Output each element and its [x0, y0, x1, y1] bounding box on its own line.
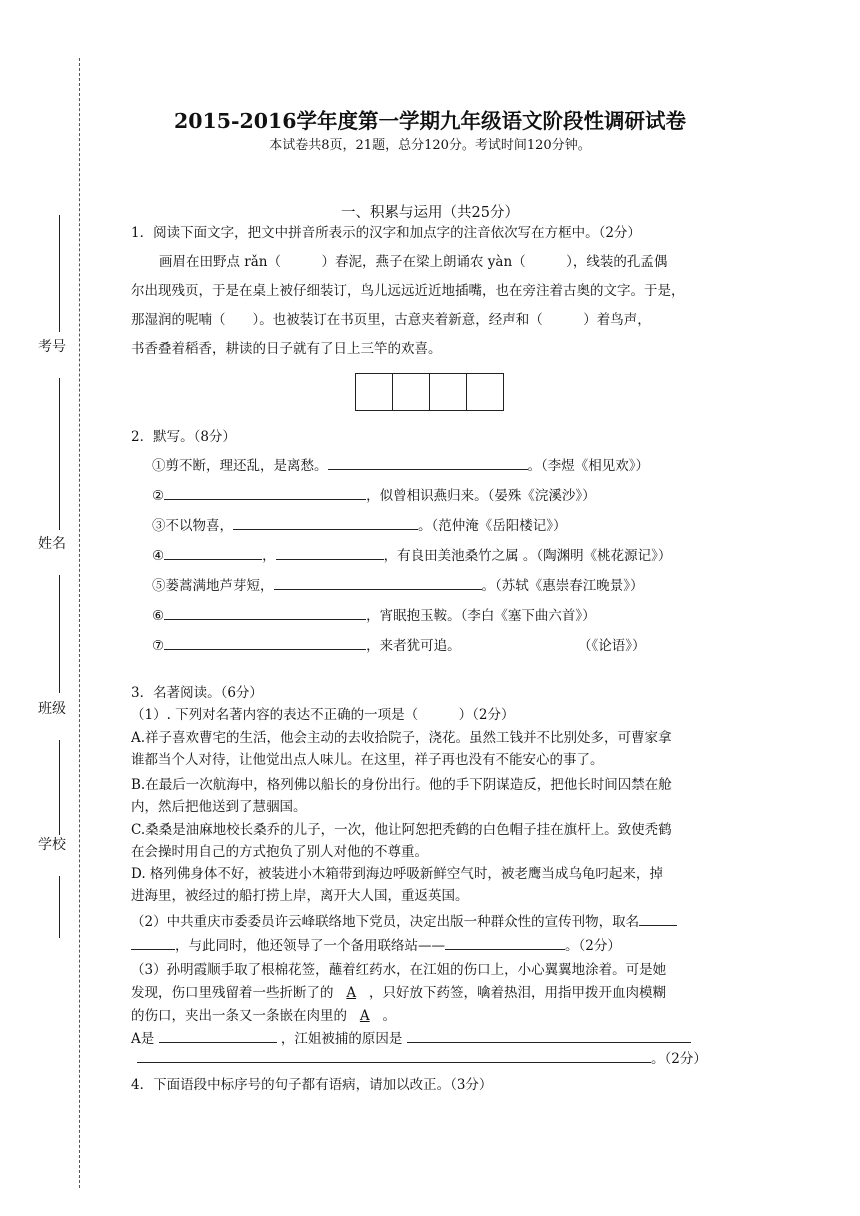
- margin-label-name: 姓名: [38, 536, 66, 552]
- q2-item-7-source: （《论语》）: [578, 638, 646, 654]
- q1-text-line: 书香叠着稻香，耕读的日子就有了日上三竿的欢喜。: [131, 341, 442, 357]
- q3-option-line: 谁都当个人对待，让他觉出点人味儿。在这里，祥子再也没有不能安心的事了。: [131, 752, 604, 768]
- answer-box[interactable]: [429, 373, 467, 411]
- margin-line-school-bottom: [59, 876, 60, 938]
- q3-stem: 3．名著阅读。（6分）: [131, 685, 263, 701]
- inline-blank-a: A: [346, 985, 357, 1001]
- section-heading: 一、积累与运用（共25分）: [341, 205, 519, 221]
- margin-line-school-top: [59, 740, 60, 835]
- answer-blank[interactable]: [233, 517, 418, 530]
- q3-option-line: D. 格列佛身体不好，被装进小木箱带到海边呼吸新鲜空气时，被老鹰当成乌龟叼起来，掉: [131, 866, 663, 882]
- q2-item-2: ② ，似曾相识燕归来。（晏殊《浣溪沙》）: [152, 488, 596, 504]
- margin-line-name-top: [59, 378, 60, 530]
- answer-blank[interactable]: [159, 1030, 277, 1043]
- q3-sub3-line1: （3）孙明霞顺手取了根棉花签，蘸着红药水，在江姐的伤口上，小心翼翼地涂着。可是她: [131, 962, 667, 978]
- answer-blank[interactable]: [407, 1030, 691, 1043]
- q2-item-7: ⑦ ，来者犹可追。: [152, 638, 461, 654]
- q3-option-line: C.桑桑是油麻地校长桑乔的儿子，一次，他让阿恕把秃鹤的白色帽子挂在旗杆上。致使秃鹤: [131, 822, 672, 838]
- q2-item-5: ⑤蒌蒿满地芦芽短， 。（苏轼《惠崇春江晚景》）: [152, 578, 644, 594]
- q2-item-3: ③不以物喜， 。（范仲淹《岳阳楼记》）: [152, 518, 567, 534]
- q3-option-line: A.祥子喜欢曹宅的生活，他会主动的去收拾院子，浇花。虽然工钱并不比别处多，可曹家拿: [131, 730, 672, 746]
- margin-label-class: 班级: [38, 701, 66, 717]
- q2-stem: 2．默写。（8分）: [131, 429, 236, 445]
- inline-blank-a: A: [359, 1008, 370, 1024]
- q3-sub2-line2: ，与此同时，他还领导了一个备用联络站—— 。（2分）: [131, 934, 621, 954]
- answer-blank[interactable]: [164, 487, 366, 500]
- q1-text-line: 尔出现残页，于是在桌上被仔细装订，鸟儿远远近近地插嘴，也在旁注着古奥的文字。于是，: [131, 283, 685, 299]
- answer-blank[interactable]: [164, 637, 366, 650]
- q3-sub3-line2: 发现，伤口里残留着一些折断了的 A ，只好放下药签，噙着热泪，用指甲拨开血肉模糊: [131, 985, 666, 1001]
- q3-option-line: 内，然后把他送到了慧骃国。: [131, 799, 307, 815]
- margin-line-class-top: [59, 575, 60, 693]
- q3-sub2-line1: （2）中共重庆市委委员许云峰联络地下党员，决定出版一种群众性的宣传刊物，取名: [131, 910, 677, 930]
- margin-label-school: 学校: [38, 837, 66, 853]
- answer-box[interactable]: [392, 373, 430, 411]
- q2-item-4: ④ ， ，有良田美池桑竹之属 。（陶渊明《桃花源记》）: [152, 548, 672, 564]
- exam-subtitle: 本试卷共8页，21题，总分120分。考试时间120分钟。: [269, 138, 591, 153]
- exam-title: 2015-2016学年度第一学期九年级语文阶段性调研试卷: [173, 109, 687, 133]
- q1-text-line: 那湿润的呢喃（ ）。也被装订在书页里，古意夹着新意，经声和（ ）着鸟声，: [131, 312, 651, 328]
- q1-answer-boxes[interactable]: [356, 373, 504, 411]
- answer-blank[interactable]: [445, 937, 565, 950]
- margin-line-exam-number: [59, 215, 60, 332]
- answer-box[interactable]: [355, 373, 393, 411]
- q4-stem: 4．下面语段中标序号的句子都有语病，请加以改正。（3分）: [131, 1077, 493, 1093]
- q1-stem: 1．阅读下面文字，把文中拼音所表示的汉字和加点字的注音依次写在方框中。（2分）: [131, 225, 641, 241]
- answer-blank[interactable]: [131, 937, 175, 950]
- answer-blank[interactable]: [164, 547, 262, 560]
- binding-dashed-line: [79, 58, 80, 1188]
- q3-option-line: 进海里，被经过的船打捞上岸，离开大人国，重返英国。: [131, 888, 469, 904]
- q2-item-6: ⑥ ，宵眠抱玉鞍。（李白《塞下曲六首》）: [152, 608, 596, 624]
- q3-option-line: 在会操时用自己的方式抱负了别人对他的不尊重。: [131, 844, 428, 860]
- q3-sub3-answer-line2: 。（2分）: [137, 1047, 707, 1067]
- q2-item-1: ①剪不断，理还乱，是离愁。 。（李煜《相见欢》）: [152, 458, 649, 474]
- q3-option-line: B.在最后一次航海中，格列佛以船长的身份出行。他的手下阴谋造反，把他长时间囚禁在舱: [131, 777, 672, 793]
- q3-sub3-line3: 的伤口，夹出一条又一条嵌在肉里的 A 。: [131, 1008, 396, 1024]
- answer-blank[interactable]: [137, 1050, 651, 1063]
- answer-blank[interactable]: [639, 913, 677, 926]
- answer-blank[interactable]: [164, 607, 366, 620]
- answer-box[interactable]: [466, 373, 504, 411]
- q3-sub1: （1）. 下列对名著内容的表达不正确的一项是（ ）（2分）: [131, 707, 515, 723]
- answer-blank[interactable]: [328, 457, 528, 470]
- answer-blank[interactable]: [276, 547, 384, 560]
- q1-text-line: 画眉在田野点 rǎn（ ）春泥，燕子在梁上朗诵农 yàn（ ），线装的孔孟偶: [159, 254, 668, 270]
- answer-blank[interactable]: [274, 577, 482, 590]
- margin-label-exam-number: 考号: [38, 339, 66, 355]
- q3-sub3-answer-line: A是 ，江姐被捕的原因是: [131, 1027, 691, 1047]
